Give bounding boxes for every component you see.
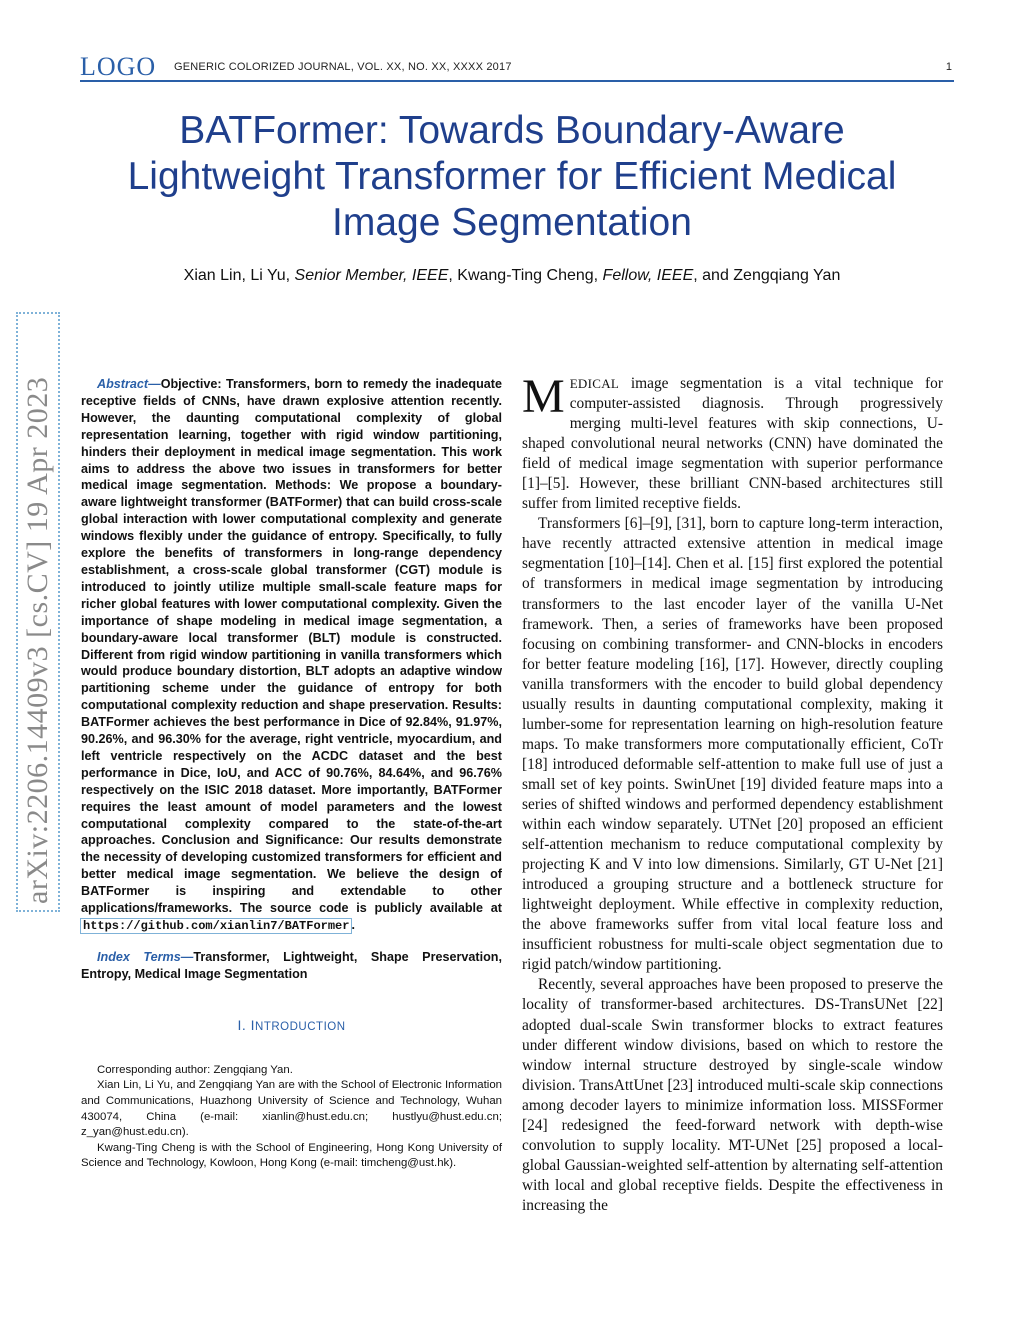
intro-paragraph — [522, 370, 943, 514]
abstract-label: Abstract— — [97, 377, 161, 391]
title-line: Lightweight Transformer for Efficient Medical — [127, 155, 897, 198]
title-line: BATFormer: Towards Boundary-Aware — [179, 109, 845, 152]
left-column — [81, 376, 502, 1172]
footnote: Kwang-Ting Cheng is with the School of Engineering, Hong Kong University of Science and Technology, Kowloon, Hong Kong (e-mail: timcheng@ust.hk). — [81, 1141, 502, 1170]
journal-name: GENERIC COLORIZED JOURNAL, VOL. XX, NO. XX, XXXX 2017 — [174, 61, 512, 73]
author-list — [80, 267, 944, 285]
paper-title — [80, 108, 944, 246]
intro-paragraph: Recently, several approaches have been proposed to preserve the locality of transformer-based architectures. DS-TransUNet [22] adopted dual-scale Swin transformer blocks to extract features under different window divisions, based on which to restore the window internal structure destroyed by single-scale window division. TransAttUnet [23] introduced multi-scale skip connections among decoder layers to minimize information loss. MISSFormer [24] redesigned the feed-forward network with depth-wise convolution to supply locality. MT-UNet [25] proposed a local-global Gaussian-weighted self-attention by alternating self-attention with local and global receptive fields. Despite the effectiveness in increasing the — [522, 976, 943, 1214]
right-column — [522, 370, 943, 1216]
author-role: Fellow, IEEE — [602, 267, 694, 284]
intro-caps: EDICAL — [569, 376, 620, 391]
page-number: 1 — [945, 61, 952, 73]
page-header — [80, 52, 954, 82]
abstract-text: Objective: Transformers, born to remedy the inadequate receptive fields of CNNs, have drawn explosive attention recently. However, the daunting computational complexity of global representation learning, together with rigid window partitioning, hinders their deployment in medical image segmentation. This work aims to address the above two issues in transformers for better medical image segmentation. Methods: We propose a boundary-aware lightweight transformer (BATFormer) that can build cross-scale global interaction with lower computational complexity and generate windows flexibly under the guidance of entropy. Specifically, to fully explore the benefits of transformers in long-range dependency establishment, a cross-scale global transformer (CGT) module is introduced to jointly utilize multiple small-scale feature maps for richer global features with lower computational complexity. Given the importance of shape modeling in medical image segmentation, a boundary-aware local transformer (BLT) module is constructed. Different from rigid window partitioning in vanilla transformers which would produce boundary distortion, BLT adopts an adaptive window partitioning scheme under the guidance of entropy for both computational complexity reduction and shape preservation. Results: BATFormer achieves the best performance in Dice of 92.84%, 91.97%, 90.26%, and 96.30% for the average, right ventricle, myocardium, and left ventricle respectively on the ACDC dataset and the best performance in Dice, IoU, and ACC of 90.76%, 84.64%, and 96.76% respectively on the ISIC 2018 dataset. More importantly, BATFormer requires the least amount of model parameters and the lowest computational complexity compared to the state-of-the-art approaches. Conclusion and Significance: Our results demonstrate the necessity of developing customized transformers for efficient and better medical image segmentation. We believe the design of BATFormer is inspiring and extendable to other applications/frameworks. The source code is publicly available at — [81, 377, 502, 916]
author-names: , Kwang-Ting Cheng, — [448, 267, 603, 284]
index-terms-label: Index Terms— — [97, 949, 194, 964]
footnotes — [81, 1063, 502, 1172]
section-title-rest: NTRODUCTION — [255, 1020, 346, 1033]
title-line: Image Segmentation — [332, 201, 692, 244]
drop-cap: M — [522, 370, 565, 423]
intro-text: image segmentation is a vital technique for computer-assisted diagnosis. Through progressively merging multi-level features with skip connections, U-shaped convolutional neural networks (CNN) have dominated the field of medical image segmentation with superior performance [1]–[5]. However, these brilliant CNN-based architectures still suffer from limited receptive fields. — [522, 375, 943, 513]
footnote: Xian Lin, Li Yu, and Zengqiang Yan are with the School of Electronic Information and Communications, Huazhong University of Science and Technology, Wuhan 430074, China (e-mail: xianlin@hust.edu.cn; hustlyu@hust.edu.cn; z_yan@hust.edu.cn). — [81, 1079, 502, 1139]
section-title-initial: I — [250, 1016, 256, 1033]
journal-logo: LOGO — [80, 52, 157, 81]
author-role: Senior Member, IEEE — [294, 267, 449, 284]
arxiv-stamp[interactable]: arXiv:2206.14409v3 [cs.CV] 19 Apr 2023 — [16, 312, 60, 912]
source-code-link[interactable]: https://github.com/xianlin7/BATFormer — [83, 919, 350, 933]
footnote: Corresponding author: Zengqiang Yan. — [97, 1063, 293, 1076]
abstract — [81, 376, 502, 935]
section-heading-introduction — [81, 1017, 502, 1033]
intro-paragraph: Transformers [6]–[9], [31], born to capture long-term interaction, have recently attracted extensive attention in medical image segmentation [10]–[14]. Chen et al. [15] first explored the potential of transformers in medical image segmentation by introducing transformers to the last encoder layer of the vanilla U-Net framework. Then, a series of frameworks have been proposed focusing on combining transformer- and CNN-blocks in encoders for better feature modeling [16], [17]. However, directly coupling vanilla transformers with the encoder to build global dependency usually results in daunting computational complexity, making it lumber-some for representation learning on high-resolution feature maps. To make transformers more computationally efficient, CoTr [18] introduced deformable self-attention to make full use of just a small set of key points. SwinUnet [19] divided feature maps into a series of shifted windows and performed dependency establishment within each window separately. UTNet [20] proposed an efficient self-attention mechanism to reduce computational complexity by projecting K and V into low dimensions. Similarly, GT U-Net [21] introduced a grouping structure and a bottleneck structure for lightweight deployment. While effective in complexity reduction, the above frameworks suffer from vital local feature loss and insufficient robustness for multi-scale object segmentation due to rigid patch/window partitioning. — [522, 515, 943, 974]
author-names: Xian Lin, Li Yu, — [183, 267, 295, 284]
index-terms — [81, 949, 502, 983]
section-numeral: I. — [237, 1016, 251, 1033]
index-terms-text: Transformer, Lightweight, Shape Preservation, Entropy, Medical Image Segmentation — [81, 949, 502, 981]
abstract-end: . — [351, 918, 355, 932]
author-names: , and Zengqiang Yan — [693, 267, 841, 284]
